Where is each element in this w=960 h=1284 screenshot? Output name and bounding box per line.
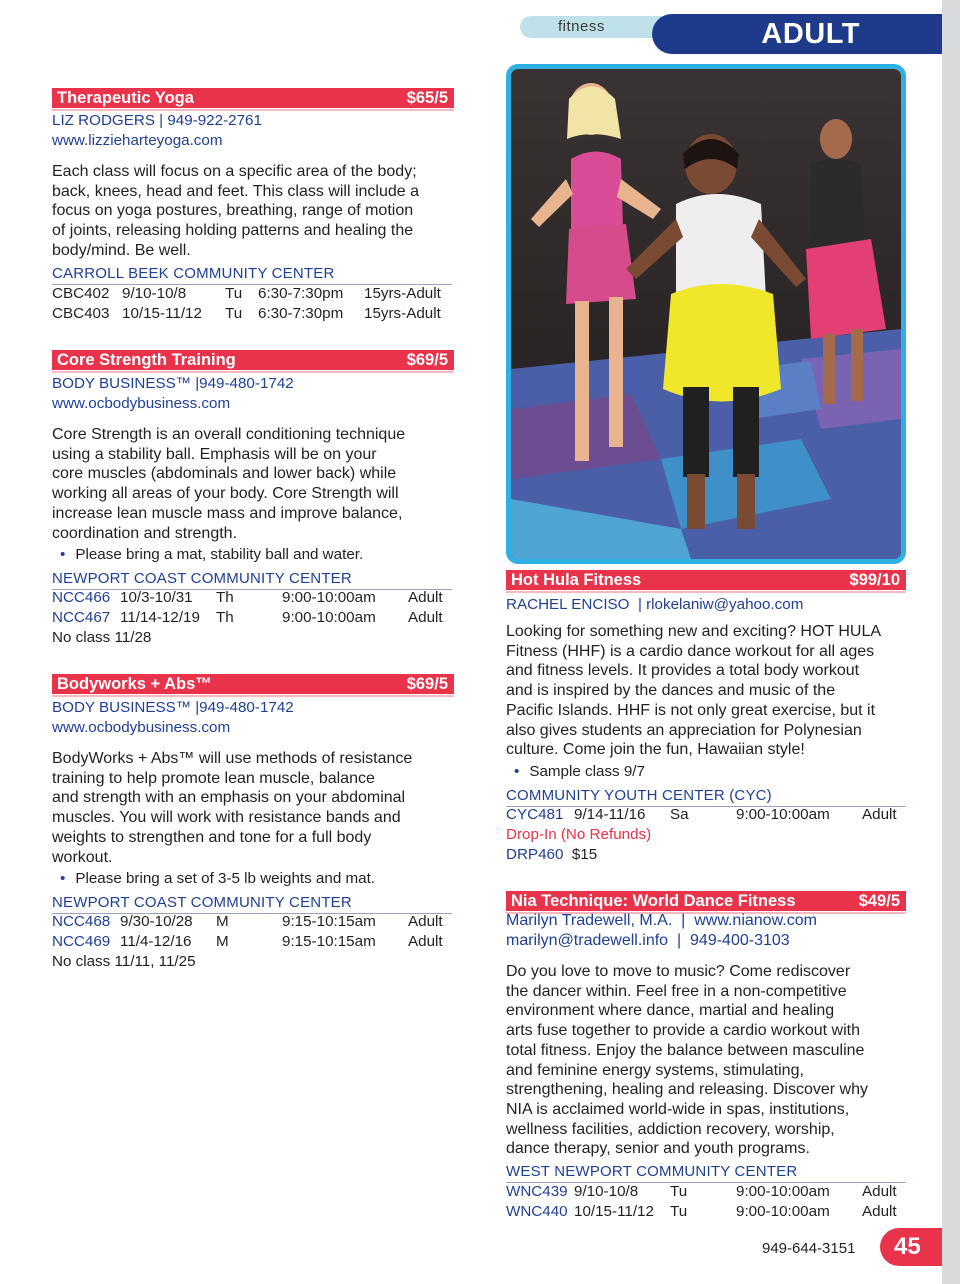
location-heading: CARROLL BEEK COMMUNITY CENTER [52, 265, 452, 285]
instructor-website[interactable]: www.lizzieharteyoga.com [52, 132, 223, 149]
class-description: Core Strength is an overall conditioning technique using a stability ball. Emphasis will be on your core muscles (abdominals and lower back) while working all areas of your body. Core Strength will increase lean muscle mass and improve balance, coordination and strength. [52, 426, 406, 542]
class-title: Nia Technique: World Dance Fitness [511, 892, 796, 910]
dance-class-photo [506, 64, 906, 564]
therapeutic-yoga-header [52, 88, 454, 108]
instructor-website[interactable]: www.nianow.com [694, 912, 817, 929]
instructor-contact: Marilyn Tradewell, M.A. | www.nianow.com [506, 912, 817, 929]
class-price: $69/5 [406, 675, 448, 693]
instructor-contact: BODY BUSINESS™ |949-480-1742 [52, 375, 294, 392]
class-description: Looking for something new and exciting? HOT HULA Fitness (HHF) is a cardio dance workout for all ages and fitness levels. It provides a total body workout and is inspired by the dances and music of the Pacific Islands. HHF is not only great exercise, but it also gives students an appreciation for Polynesian culture. Come join the fun, Hawaiian style! [506, 623, 882, 759]
dropin-row: DRP460 $15 [506, 846, 598, 863]
location-heading: NEWPORT COAST COMMUNITY CENTER [52, 894, 452, 914]
class-title: Therapeutic Yoga [57, 89, 194, 107]
class-price: $69/5 [406, 351, 448, 369]
class-note: • Sample class 9/7 [514, 763, 645, 780]
nia-header [506, 891, 906, 911]
page-number-badge [880, 1228, 942, 1266]
core-strength-header [52, 350, 454, 370]
instructor-contact: RACHEL ENCISO | rlokelaniw@yahoo.com [506, 596, 804, 613]
location-heading: WEST NEWPORT COMMUNITY CENTER [506, 1163, 906, 1183]
class-description: Each class will focus on a specific area of the body; back, knees, head and feet. This class will include a focus on yoga postures, breathing, range of motion of joints, releasing holding patterns and healing the body/mind. Be well. [52, 163, 420, 259]
class-price: $65/5 [406, 89, 448, 107]
location-heading: COMMUNITY YOUTH CENTER (CYC) [506, 787, 906, 807]
instructor-contact: LIZ RODGERS | 949-922-2761 [52, 112, 262, 129]
dancers-illustration [511, 69, 901, 559]
page-edge [942, 0, 960, 1284]
section-label: ADULT [761, 18, 860, 50]
category-label: fitness [558, 18, 605, 35]
hot-hula-header [506, 570, 906, 590]
dropin-label: Drop-In (No Refunds) [506, 826, 652, 843]
no-class-note: No class 11/11, 11/25 [52, 953, 196, 970]
class-description: BodyWorks + Abs™ will use methods of resistance training to help promote lean muscle, balance and strength with an emphasis on your abdominal muscles. You will work with resistance bands and weights to strengthen and tone for a full body workout. [52, 750, 413, 866]
footer-phone: 949-644-3151 [762, 1240, 856, 1257]
category-tab [520, 16, 670, 38]
class-price: $99/10 [849, 571, 900, 589]
class-note: • Please bring a mat, stability ball and water. [60, 546, 364, 563]
page-number: 45 [894, 1233, 921, 1260]
instructor-email[interactable]: rlokelaniw@yahoo.com [646, 596, 804, 613]
class-description: Do you love to move to music? Come rediscover the dancer within. Feel free in a non-competitive environment where dance, martial and healing arts fuse together to provide a cardio workout with total fitness. Enjoy the balance between masculine and feminine energy systems, stimulating, strengthening, healing and releasing. Discover why NIA is acclaimed world-wide in spas, institutions, wellness facilities, addiction recovery, worship, dance therapy, senior and youth programs. [506, 963, 868, 1158]
no-class-note: No class 11/28 [52, 629, 152, 646]
class-price: $49/5 [858, 892, 900, 910]
class-title: Hot Hula Fitness [511, 571, 642, 589]
class-title: Bodyworks + Abs™ [57, 675, 212, 693]
bodyworks-header [52, 674, 454, 694]
location-heading: NEWPORT COAST COMMUNITY CENTER [52, 570, 452, 590]
instructor-website[interactable]: www.ocbodybusiness.com [52, 719, 231, 736]
instructor-contact-2: marilyn@tradewell.info | 949-400-3103 [506, 932, 790, 949]
instructor-contact: BODY BUSINESS™ |949-480-1742 [52, 699, 294, 716]
section-tab [652, 14, 942, 54]
class-title: Core Strength Training [57, 351, 236, 369]
instructor-website[interactable]: www.ocbodybusiness.com [52, 395, 231, 412]
instructor-email[interactable]: marilyn@tradewell.info [506, 932, 669, 949]
class-note: • Please bring a set of 3-5 lb weights and mat. [60, 870, 376, 887]
